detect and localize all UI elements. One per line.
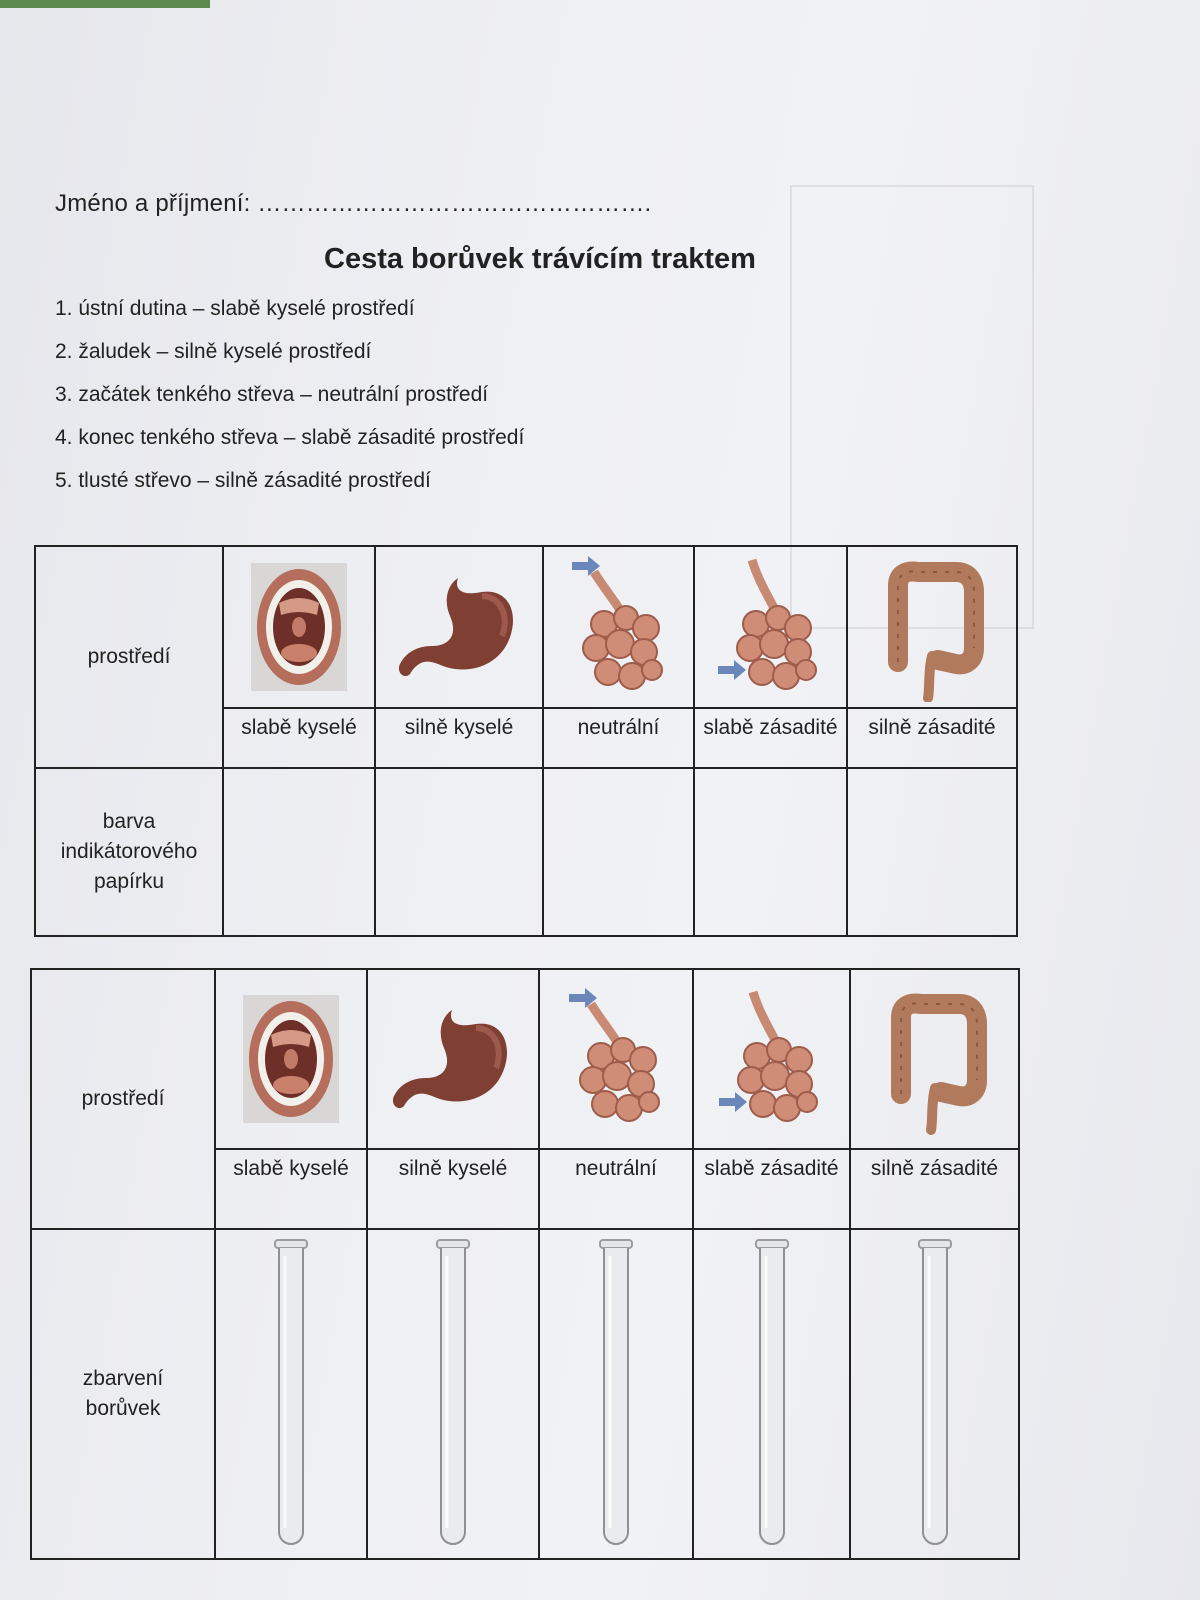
test-tube-icon [271,1236,311,1552]
blueberry-color-table [30,968,1020,1560]
mouth-cell [223,546,375,708]
indicator-paper-table [34,545,1018,937]
environment-row-label: prostředí [35,546,223,768]
env-weak-base: slabě zásadité [694,708,847,768]
small-intestine-start-cell [543,546,694,708]
stomach-icon [388,1004,518,1114]
large-intestine-icon [876,552,988,702]
test-tube-cell[interactable] [367,1229,539,1559]
answer-cell[interactable] [543,768,694,936]
list-item: 2. žaludek – silně kyselé prostředí [55,340,372,363]
small-intestine-start-cell [539,969,693,1149]
mouth-cell [215,969,367,1149]
list-item: 1. ústní dutina – slabě kyselé prostředí [55,297,415,320]
test-tube-cell[interactable] [215,1229,367,1559]
indicator-color-label: barva indikátorového papírku [35,768,223,936]
small-intestine-end-cell [694,546,847,708]
env-strong-acid: silně kyselé [375,708,543,768]
test-tube-cell[interactable] [539,1229,693,1559]
large-intestine-icon [879,979,991,1139]
env-strong-acid: silně kyselé [367,1149,539,1229]
list-item: 3. začátek tenkého střeva – neutrální prostředí [55,383,489,406]
stomach-cell [367,969,539,1149]
test-tube-icon [596,1236,636,1552]
large-intestine-cell [847,546,1017,708]
test-tube-cell[interactable] [693,1229,850,1559]
env-neutral: neutrální [543,708,694,768]
list-item: 5. tlusté střevo – silně zásadité prostředí [55,469,431,492]
test-tube-cell[interactable] [850,1229,1019,1559]
env-strong-base: silně zásadité [850,1149,1019,1229]
answer-cell[interactable] [694,768,847,936]
mouth-icon [251,563,347,691]
green-cover-corner [0,0,210,8]
answer-cell[interactable] [375,768,543,936]
small-intestine-start-icon [564,552,674,702]
test-tube-icon [915,1236,955,1552]
large-intestine-cell [850,969,1019,1149]
env-strong-base: silně zásadité [847,708,1017,768]
env-weak-acid: slabě kyselé [223,708,375,768]
name-field-label: Jméno a příjmení: …………………………………………. [55,190,652,217]
env-neutral: neutrální [539,1149,693,1229]
mouth-icon [243,989,339,1129]
small-intestine-end-icon [717,979,827,1139]
page-title: Cesta borůvek trávícím traktem [324,243,756,275]
list-item: 4. konec tenkého střeva – slabě zásadité prostředí [55,426,525,449]
small-intestine-end-cell [693,969,850,1149]
test-tube-icon [433,1236,473,1552]
answer-cell[interactable] [847,768,1017,936]
small-intestine-end-icon [716,552,826,702]
small-intestine-start-icon [561,979,671,1139]
stomach-icon [394,572,524,682]
env-weak-acid: slabě kyselé [215,1149,367,1229]
environment-row-label: prostředí [31,969,215,1229]
test-tube-icon [752,1236,792,1552]
stomach-cell [375,546,543,708]
answer-cell[interactable] [223,768,375,936]
digestive-steps-list [55,296,524,511]
env-weak-base: slabě zásadité [693,1149,850,1229]
blueberry-color-label: zbarvení borůvek [31,1229,215,1559]
